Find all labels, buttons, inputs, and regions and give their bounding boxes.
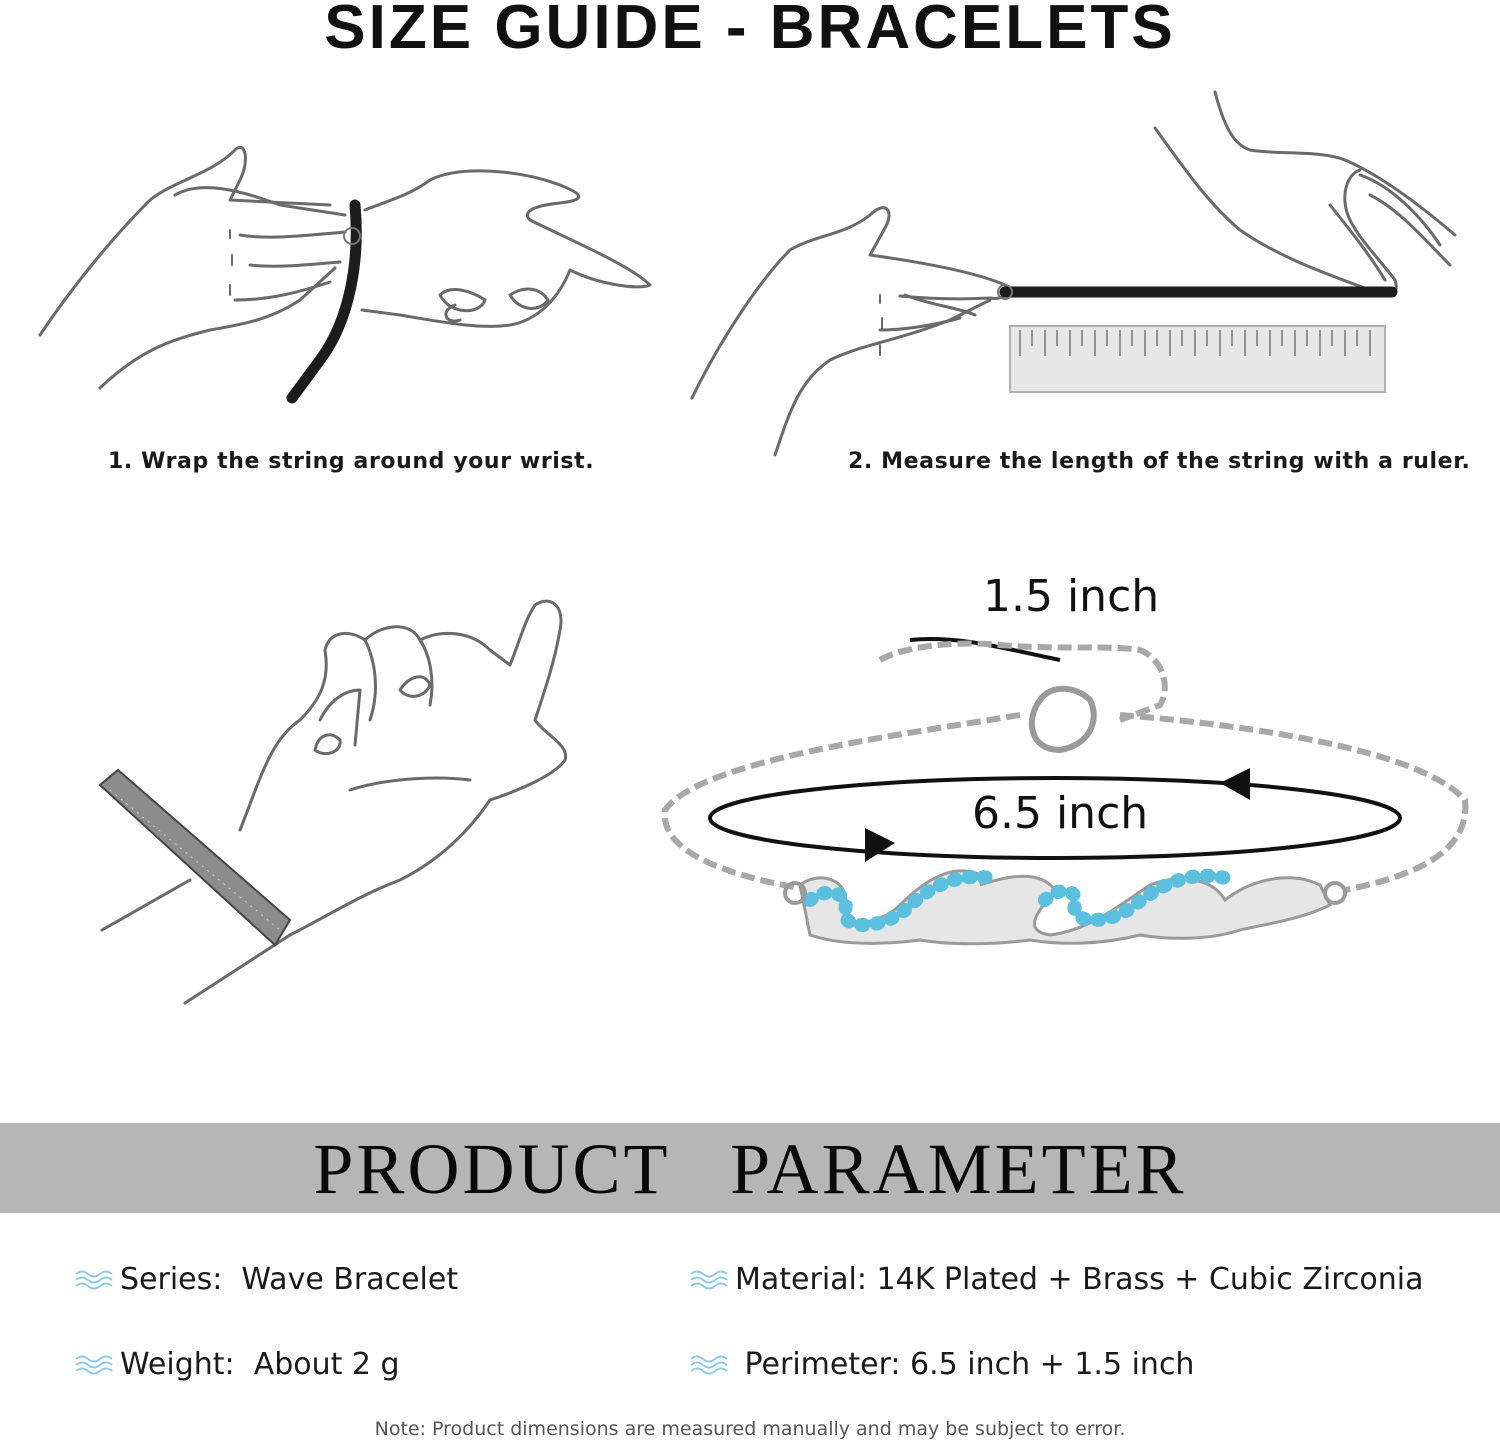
page-title: SIZE GUIDE - BRACELETS <box>324 0 1176 62</box>
step-1-caption: 1. Wrap the string around your wrist. <box>108 449 595 474</box>
param-text: Weight: About 2 g <box>120 1347 400 1382</box>
param-material <box>689 1262 1423 1297</box>
wave-icon <box>689 1268 729 1292</box>
param-weight <box>74 1347 400 1382</box>
parameter-title: PRODUCT PARAMETER <box>313 1129 1187 1209</box>
wave-icon <box>74 1353 114 1377</box>
wave-pendant <box>800 871 1330 944</box>
tape-on-wrist-illustration <box>102 601 566 1003</box>
disclaimer-note: Note: Product dimensions are measured manually and may be subject to error. <box>374 1418 1126 1440</box>
wave-icon <box>74 1268 114 1292</box>
param-text: Perimeter: 6.5 inch + 1.5 inch <box>735 1347 1195 1382</box>
step-2-caption: 2. Measure the length of the string with a ruler. <box>848 449 1471 474</box>
size-guide-illustrations <box>0 80 1500 1040</box>
chain-length-label: 6.5 inch <box>972 788 1149 839</box>
measuring-tape <box>100 770 290 945</box>
param-perimeter <box>689 1347 1194 1382</box>
param-text: Series: Wave Bracelet <box>120 1262 459 1297</box>
param-series <box>74 1262 458 1297</box>
wrap-string-illustration <box>40 147 650 388</box>
measure-string-illustration <box>692 92 1455 455</box>
wave-icon <box>689 1353 729 1377</box>
extender-chain <box>880 643 1165 720</box>
ruler <box>1010 326 1385 392</box>
extender-length-label: 1.5 inch <box>983 571 1160 622</box>
param-text: Material: 14K Plated + Brass + Cubic Zirconia <box>735 1262 1424 1297</box>
